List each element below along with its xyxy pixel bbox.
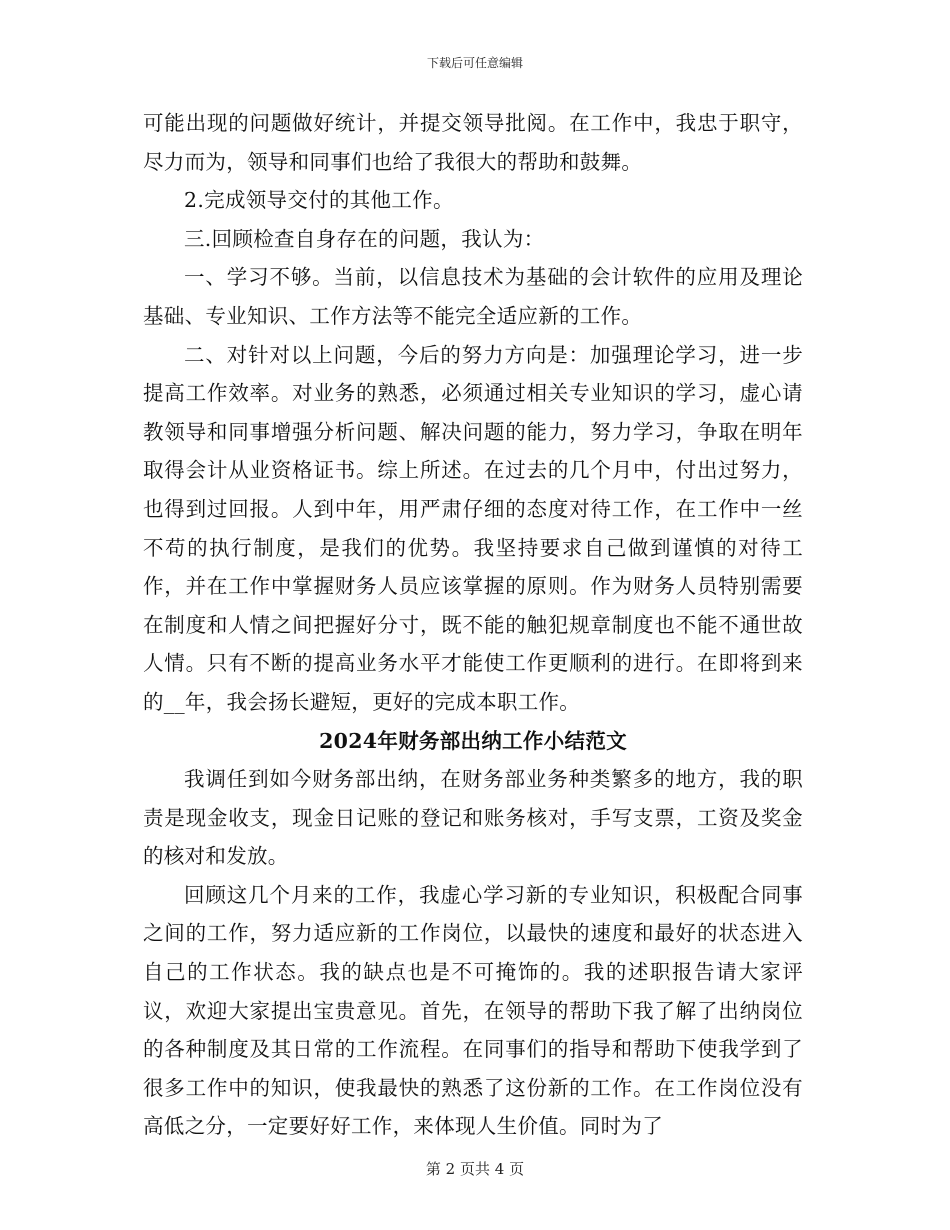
paragraph-continued: 可能出现的问题做好统计，并提交领导批阅。在工作中，我忠于职守，尽力而为，领导和同事们也给了我很大的帮助和鼓舞。 xyxy=(143,111,803,174)
article-heading: 2024年财务部出纳工作小结范文 xyxy=(319,728,627,753)
paragraph-problem-2: 二、对针对以上问题，今后的努力方向是：加强理论学习，进一步提高工作效率。对业务的熟悉，必须通过相关专业知识的学习，虚心请教领导和同事增强分析问题、解决问题的能力，努力学习，争取在明年取得会计从业资格证书。综上所述。在过去的几个月中，付出过努力，也得到过回报。人到中年，用严肃仔细的态度对待工作，在工作中一丝不苟的执行制度，是我们的优势。我坚持要求自己做到谨慎的对待工作，并在工作中掌握财务人员应该掌握的原则。作为财务人员特别需要在制度和人情之间把握好分寸，既不能的触犯规章制度也不能不通世故人情。只有不断的提高业务水平才能使工作更顺利的进行。在即将到来的__年，我会扬长避短，更好的完成本职工作。 xyxy=(143,342,803,714)
page-number: 第 2 页共 4 页 xyxy=(425,1160,525,1178)
document-body xyxy=(143,104,803,1146)
paragraph-item-2: 2.完成领导交付的其他工作。 xyxy=(184,188,454,213)
paragraph-intro: 我调任到如今财务部出纳，在财务部业务种类繁多的地方，我的职责是现金收支，现金日记账的登记和账务核对，手写支票，工资及奖金的核对和发放。 xyxy=(143,767,803,869)
paragraph-review: 回顾这几个月来的工作，我虚心学习新的专业知识，积极配合同事之间的工作，努力适应新的工作岗位，以最快的速度和最好的状态进入自己的工作状态。我的缺点也是不可掩饰的。我的述职报告请大家评议，欢迎大家提出宝贵意见。首先，在领导的帮助下我了解了出纳岗位的各种制度及其日常的工作流程。在同事们的指导和帮助下使我学到了很多工作中的知识，使我最快的熟悉了这份新的工作。在工作岗位没有高低之分，一定要好好工作，来体现人生价值。同时为了 xyxy=(143,882,803,1139)
paragraph-problem-1: 一、学习不够。当前，以信息技术为基础的会计软件的应用及理论基础、专业知识、工作方法等不能完全适应新的工作。 xyxy=(143,265,803,328)
paragraph-section-3: 三.回顾检查自身存在的问题，我认为： xyxy=(184,226,545,251)
page-header-note: 下载后可任意编辑 xyxy=(426,56,523,70)
